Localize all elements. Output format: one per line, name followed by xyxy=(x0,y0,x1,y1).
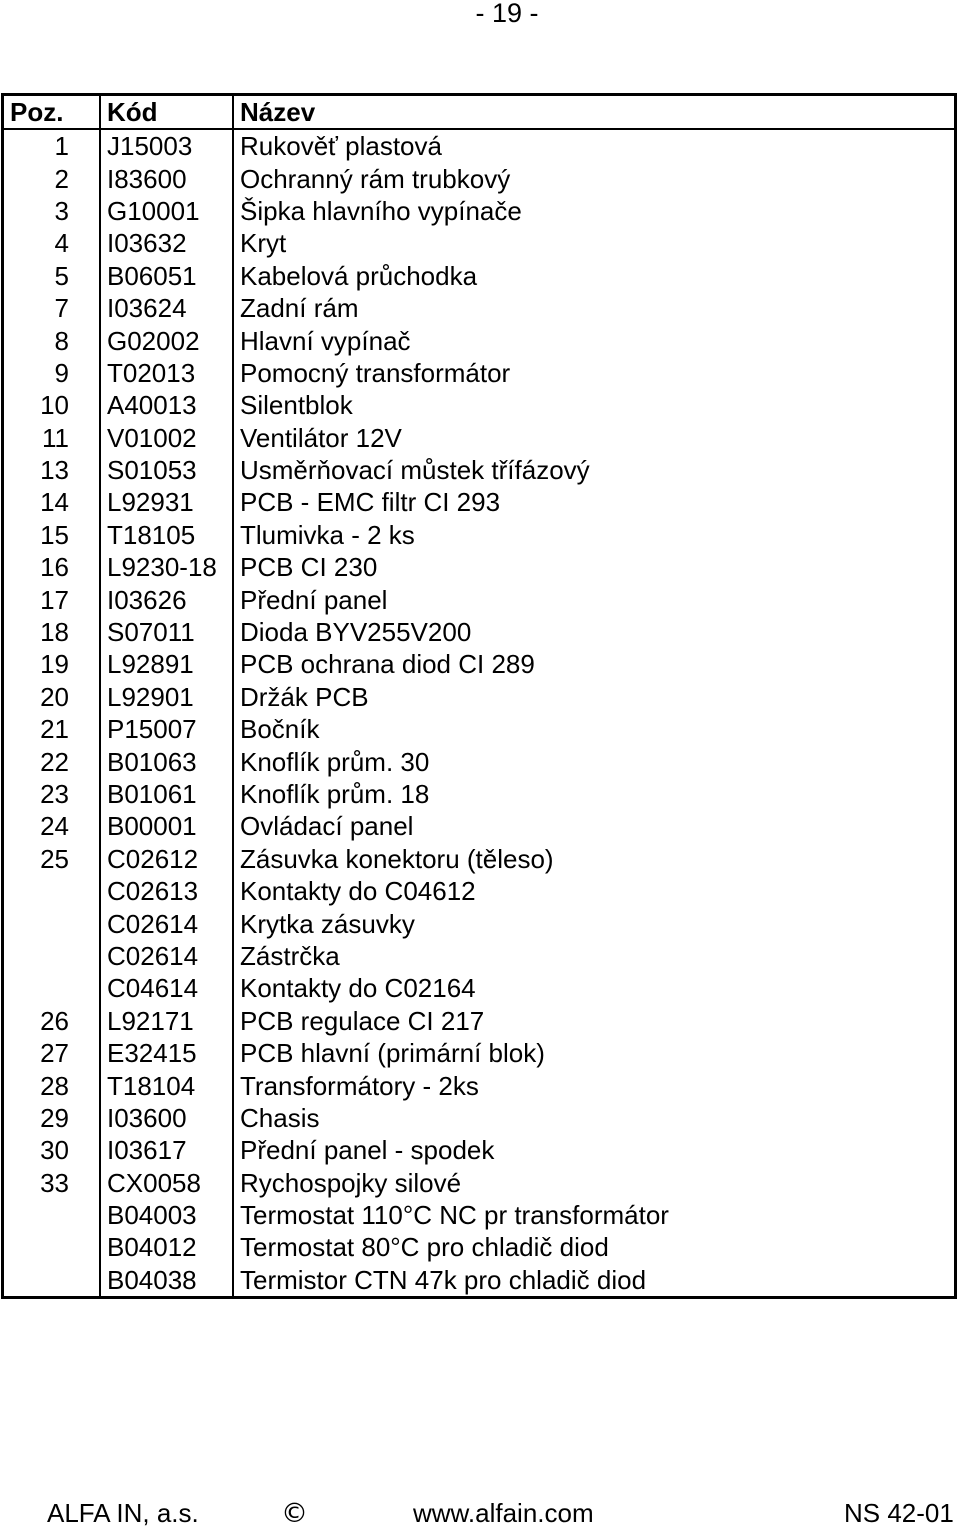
table-row xyxy=(3,1102,956,1134)
cell-position: 29 xyxy=(3,1102,101,1134)
cell-code: C02613 xyxy=(100,875,233,907)
cell-code: T18104 xyxy=(100,1069,233,1101)
table-row xyxy=(3,875,956,907)
cell-position: 11 xyxy=(3,422,101,454)
cell-name: Knoflík prům. 30 xyxy=(233,745,956,777)
cell-position: 4 xyxy=(3,227,101,259)
cell-name: Rukověť plastová xyxy=(233,129,956,162)
cell-position: 30 xyxy=(3,1134,101,1166)
cell-code: I03632 xyxy=(100,227,233,259)
cell-code: B04012 xyxy=(100,1231,233,1263)
cell-name: Silentblok xyxy=(233,389,956,421)
cell-position: 8 xyxy=(3,324,101,356)
cell-code: B04038 xyxy=(100,1264,233,1298)
cell-name: Přední panel - spodek xyxy=(233,1134,956,1166)
page-footer xyxy=(0,1497,960,1530)
cell-name: Ochranný rám trubkový xyxy=(233,162,956,194)
cell-name: Přední panel xyxy=(233,583,956,615)
cell-code: CX0058 xyxy=(100,1167,233,1199)
cell-code: T18105 xyxy=(100,519,233,551)
cell-position xyxy=(3,1199,101,1231)
cell-code: I83600 xyxy=(100,162,233,194)
cell-name: Kabelová průchodka xyxy=(233,260,956,292)
table-row xyxy=(3,389,956,421)
cell-position: 5 xyxy=(3,260,101,292)
cell-position xyxy=(3,907,101,939)
table-row xyxy=(3,1231,956,1263)
cell-name: Termistor CTN 47k pro chladič diod xyxy=(233,1264,956,1298)
table-row xyxy=(3,810,956,842)
table-row xyxy=(3,972,956,1004)
cell-name: PCB regulace CI 217 xyxy=(233,1005,956,1037)
cell-code: L92931 xyxy=(100,486,233,518)
cell-name: Tlumivka - 2 ks xyxy=(233,519,956,551)
table-row xyxy=(3,292,956,324)
cell-name: Kryt xyxy=(233,227,956,259)
table-header-row xyxy=(3,95,956,130)
cell-position: 20 xyxy=(3,681,101,713)
cell-name: Transformátory - 2ks xyxy=(233,1069,956,1101)
cell-position: 16 xyxy=(3,551,101,583)
cell-position: 13 xyxy=(3,454,101,486)
table-row xyxy=(3,551,956,583)
cell-name: Dioda BYV255V200 xyxy=(233,616,956,648)
cell-name: Pomocný transformátor xyxy=(233,357,956,389)
table-row xyxy=(3,681,956,713)
table-row xyxy=(3,1069,956,1101)
cell-position: 9 xyxy=(3,357,101,389)
cell-position: 24 xyxy=(3,810,101,842)
cell-name: Zásuvka konektoru (těleso) xyxy=(233,843,956,875)
cell-code: G10001 xyxy=(100,195,233,227)
copyright-icon: © xyxy=(281,1498,308,1529)
cell-name: Zástrčka xyxy=(233,940,956,972)
cell-position: 22 xyxy=(3,745,101,777)
table-row xyxy=(3,357,956,389)
cell-position xyxy=(3,1264,101,1298)
cell-position: 1 xyxy=(3,129,101,162)
cell-name: Kontakty do C04612 xyxy=(233,875,956,907)
footer-document-code: NS 42-01 xyxy=(844,1498,954,1528)
cell-name: PCB CI 230 xyxy=(233,551,956,583)
cell-name: Termostat 80°C pro chladič diod xyxy=(233,1231,956,1263)
cell-code: J15003 xyxy=(100,129,233,162)
cell-position: 7 xyxy=(3,292,101,324)
cell-position: 21 xyxy=(3,713,101,745)
cell-code: L92171 xyxy=(100,1005,233,1037)
cell-name: Knoflík prům. 18 xyxy=(233,778,956,810)
table-row xyxy=(3,454,956,486)
cell-name: Šipka hlavního vypínače xyxy=(233,195,956,227)
cell-code: A40013 xyxy=(100,389,233,421)
cell-name: Termostat 110°C NC pr transformátor xyxy=(233,1199,956,1231)
table-row xyxy=(3,713,956,745)
header-name: Název xyxy=(233,95,956,130)
cell-position: 26 xyxy=(3,1005,101,1037)
cell-position: 19 xyxy=(3,648,101,680)
cell-code: B01063 xyxy=(100,745,233,777)
cell-name: Hlavní vypínač xyxy=(233,324,956,356)
cell-name: Usměrňovací můstek třífázový xyxy=(233,454,956,486)
footer-company: ALFA IN, a.s. xyxy=(47,1498,199,1528)
table-row xyxy=(3,940,956,972)
cell-name: Bočník xyxy=(233,713,956,745)
cell-code: S01053 xyxy=(100,454,233,486)
table-row xyxy=(3,1005,956,1037)
table-row xyxy=(3,1134,956,1166)
cell-position xyxy=(3,875,101,907)
table-row xyxy=(3,648,956,680)
cell-code: B00001 xyxy=(100,810,233,842)
cell-code: T02013 xyxy=(100,357,233,389)
cell-code: C02612 xyxy=(100,843,233,875)
cell-code: V01002 xyxy=(100,422,233,454)
footer-website: www.alfain.com xyxy=(413,1498,594,1528)
cell-code: L92901 xyxy=(100,681,233,713)
parts-table xyxy=(1,93,957,1299)
cell-name: Rychospojky silové xyxy=(233,1167,956,1199)
header-position: Poz. xyxy=(3,95,101,130)
cell-position: 14 xyxy=(3,486,101,518)
cell-position: 28 xyxy=(3,1069,101,1101)
cell-position xyxy=(3,972,101,1004)
cell-code: B06051 xyxy=(100,260,233,292)
cell-code: C02614 xyxy=(100,940,233,972)
cell-name: Ovládací panel xyxy=(233,810,956,842)
cell-position: 25 xyxy=(3,843,101,875)
cell-code: C04614 xyxy=(100,972,233,1004)
table-row xyxy=(3,1199,956,1231)
table-row xyxy=(3,1037,956,1069)
header-code: Kód xyxy=(100,95,233,130)
cell-code: G02002 xyxy=(100,324,233,356)
cell-name: Kontakty do C02164 xyxy=(233,972,956,1004)
table-row xyxy=(3,843,956,875)
table-row xyxy=(3,907,956,939)
page-number: - 19 - xyxy=(475,0,539,28)
table-row xyxy=(3,195,956,227)
table-row xyxy=(3,260,956,292)
table-row xyxy=(3,324,956,356)
cell-code: S07011 xyxy=(100,616,233,648)
table-row xyxy=(3,583,956,615)
cell-position: 2 xyxy=(3,162,101,194)
cell-position xyxy=(3,940,101,972)
table-row xyxy=(3,227,956,259)
table-row xyxy=(3,616,956,648)
cell-name: PCB - EMC filtr CI 293 xyxy=(233,486,956,518)
table-row xyxy=(3,1167,956,1199)
cell-name: Chasis xyxy=(233,1102,956,1134)
cell-code: B04003 xyxy=(100,1199,233,1231)
table-row xyxy=(3,162,956,194)
table-row xyxy=(3,778,956,810)
table-row xyxy=(3,519,956,551)
cell-position xyxy=(3,1231,101,1263)
cell-position: 3 xyxy=(3,195,101,227)
table-row xyxy=(3,745,956,777)
cell-position: 18 xyxy=(3,616,101,648)
table-row xyxy=(3,422,956,454)
table-row xyxy=(3,129,956,162)
cell-code: I03626 xyxy=(100,583,233,615)
cell-code: L92891 xyxy=(100,648,233,680)
cell-position: 23 xyxy=(3,778,101,810)
cell-code: L9230-18 xyxy=(100,551,233,583)
cell-name: Zadní rám xyxy=(233,292,956,324)
cell-name: Ventilátor 12V xyxy=(233,422,956,454)
cell-code: B01061 xyxy=(100,778,233,810)
cell-position: 17 xyxy=(3,583,101,615)
table-row xyxy=(3,1264,956,1298)
cell-position: 33 xyxy=(3,1167,101,1199)
cell-code: I03600 xyxy=(100,1102,233,1134)
cell-code: C02614 xyxy=(100,907,233,939)
table-body xyxy=(3,129,956,1298)
cell-code: I03624 xyxy=(100,292,233,324)
cell-code: I03617 xyxy=(100,1134,233,1166)
cell-name: PCB hlavní (primární blok) xyxy=(233,1037,956,1069)
cell-name: Krytka zásuvky xyxy=(233,907,956,939)
cell-name: PCB ochrana diod CI 289 xyxy=(233,648,956,680)
cell-position: 27 xyxy=(3,1037,101,1069)
cell-code: P15007 xyxy=(100,713,233,745)
cell-name: Držák PCB xyxy=(233,681,956,713)
cell-code: E32415 xyxy=(100,1037,233,1069)
table-row xyxy=(3,486,956,518)
cell-position: 10 xyxy=(3,389,101,421)
cell-position: 15 xyxy=(3,519,101,551)
